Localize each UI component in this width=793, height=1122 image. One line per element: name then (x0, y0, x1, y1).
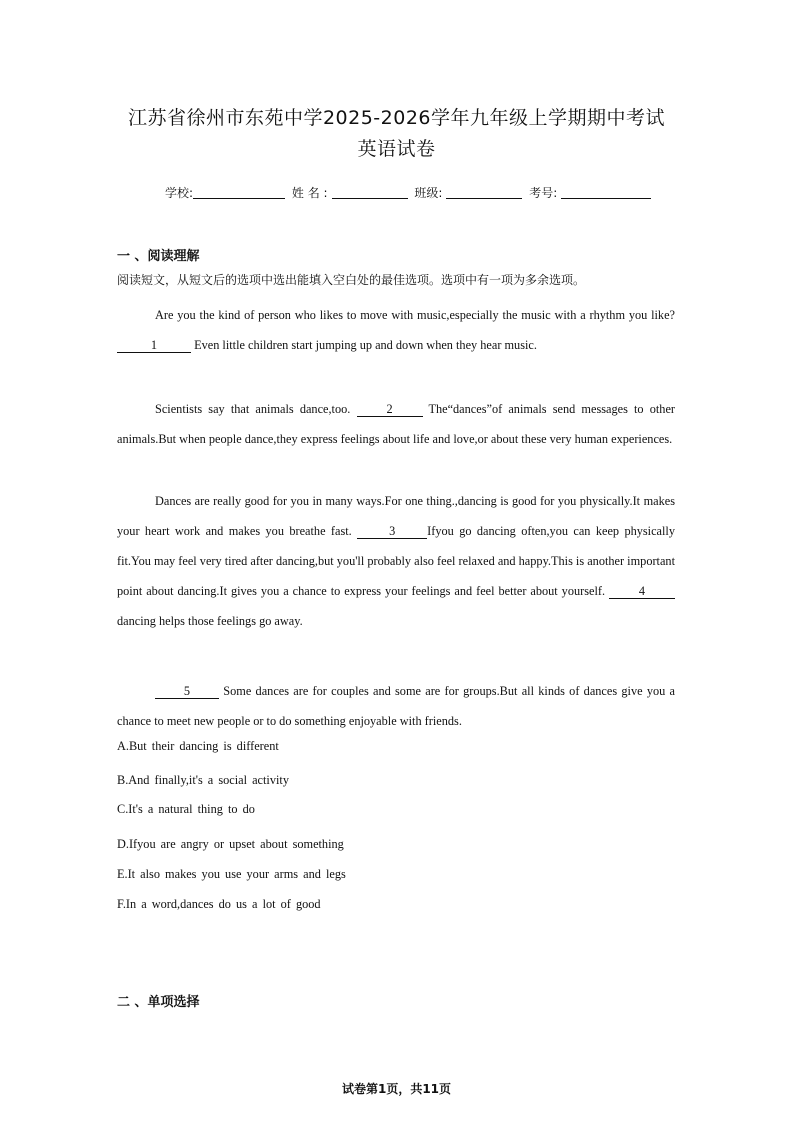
name-label: 姓 名 : (291, 186, 328, 200)
blank-1[interactable]: 1 (117, 338, 191, 353)
blank-2[interactable]: 2 (357, 402, 423, 417)
class-label: 班级: (414, 186, 443, 200)
exam-subtitle: 英语试卷 (357, 138, 436, 160)
option-d[interactable]: D.Ifyou are angry or upset about something (117, 837, 344, 851)
blank-4[interactable]: 4 (609, 584, 675, 599)
exam-number-field[interactable] (561, 185, 651, 199)
exam-title: 江苏省徐州市东苑中学2025-2026学年九年级上学期期中考试 (127, 107, 666, 129)
student-info-row (165, 184, 654, 201)
option-b[interactable]: B.And finally,it's a social activity (117, 773, 289, 787)
blank-3[interactable]: 3 (357, 524, 427, 539)
option-e[interactable]: E.It also makes you use your arms and legs (117, 867, 346, 881)
passage-paragraph-2: Scientists say that animals dance,too. 2 The“dances”of animals send messages to other animals.But when people dance,they express feelings about life and love,or about these very human experiences. (117, 402, 675, 446)
section-1-heading: 一 、阅读理解 (117, 249, 200, 264)
passage-paragraph-4: 5 Some dances are for couples and some are for groups.But all kinds of dances give you a chance to meet new people or to do something enjoyable with friends. (117, 684, 676, 728)
passage-paragraph-3: Dances are really good for you in many ways.For one thing.,dancing is good for you physically.It makes your heart work and makes you breathe fast. 3 Ifyou go dancing often,you can keep physically fit.You may feel very tired after dancing,but you'll probably also feel relaxed and happy.This is another important point about dancing.It gives you a chance to express your feelings and feel better about yourself. 4 dancing helps those feelings go away. (117, 494, 675, 628)
option-c[interactable]: C.It's a natural thing to do (117, 802, 255, 816)
option-f[interactable]: F.In a word,dances do us a lot of good (117, 897, 321, 911)
passage-paragraph-1: Are you the kind of person who likes to move with music,especially the music with a rhythm you like? 1 Even little children start jumping up and down when they hear music. (117, 300, 675, 360)
page-footer: 试卷第1页，共11页 (341, 1082, 452, 1096)
school-field[interactable] (193, 185, 285, 199)
section-1-instruction: 阅读短文，从短文后的选项中选出能填入空白处的最佳选项。选项中有一项为多余选项。 (117, 273, 586, 287)
section-2-heading: 二 、单项选择 (117, 995, 200, 1010)
blank-5[interactable]: 5 (155, 684, 219, 699)
class-field[interactable] (446, 185, 522, 199)
exam-number-label: 考号: (529, 186, 558, 200)
option-a[interactable]: A.But their dancing is different (117, 739, 279, 753)
name-field[interactable] (332, 185, 408, 199)
school-label: 学校: (165, 186, 194, 200)
